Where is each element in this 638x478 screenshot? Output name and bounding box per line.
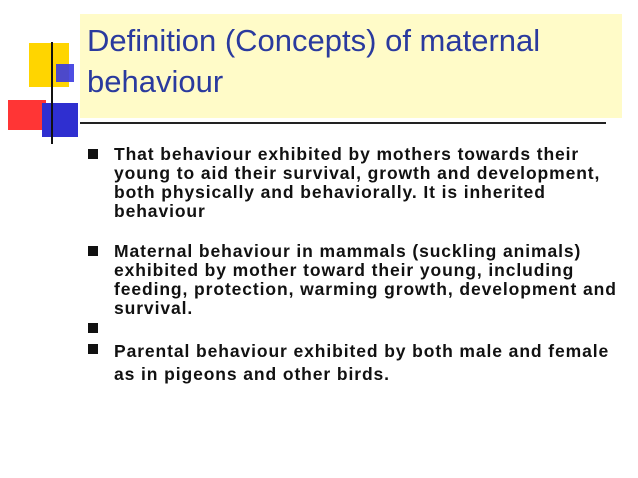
bullet-item — [88, 340, 618, 386]
bullet-item — [88, 145, 618, 221]
bullet-list — [88, 145, 618, 386]
decor-square-blue — [42, 103, 78, 137]
square-bullet-icon — [88, 149, 98, 159]
bullet-text: Maternal behaviour in mammals (suckling animals) exhibited by mother toward their young, including feeding, protection, warming growth, development and survival. — [114, 241, 617, 318]
square-bullet-icon — [88, 344, 98, 354]
decor-vertical-line — [51, 42, 53, 144]
square-bullet-icon — [88, 323, 98, 333]
bullet-text: That behaviour exhibited by mothers towards their young to aid their survival, growth and development, both physically and behaviorally. It is inherited behaviour — [114, 144, 601, 221]
slide-title: Definition (Concepts) of maternal behaviour — [87, 23, 541, 99]
bullet-item-empty — [88, 319, 618, 338]
decor-square-blue-small — [56, 64, 74, 82]
square-bullet-icon — [88, 246, 98, 256]
bullet-text: Parental behaviour exhibited by both male and female as in pigeons and other birds. — [114, 341, 610, 384]
bullet-item — [88, 242, 618, 318]
title-divider — [80, 122, 606, 124]
decor-square-red — [8, 100, 46, 130]
